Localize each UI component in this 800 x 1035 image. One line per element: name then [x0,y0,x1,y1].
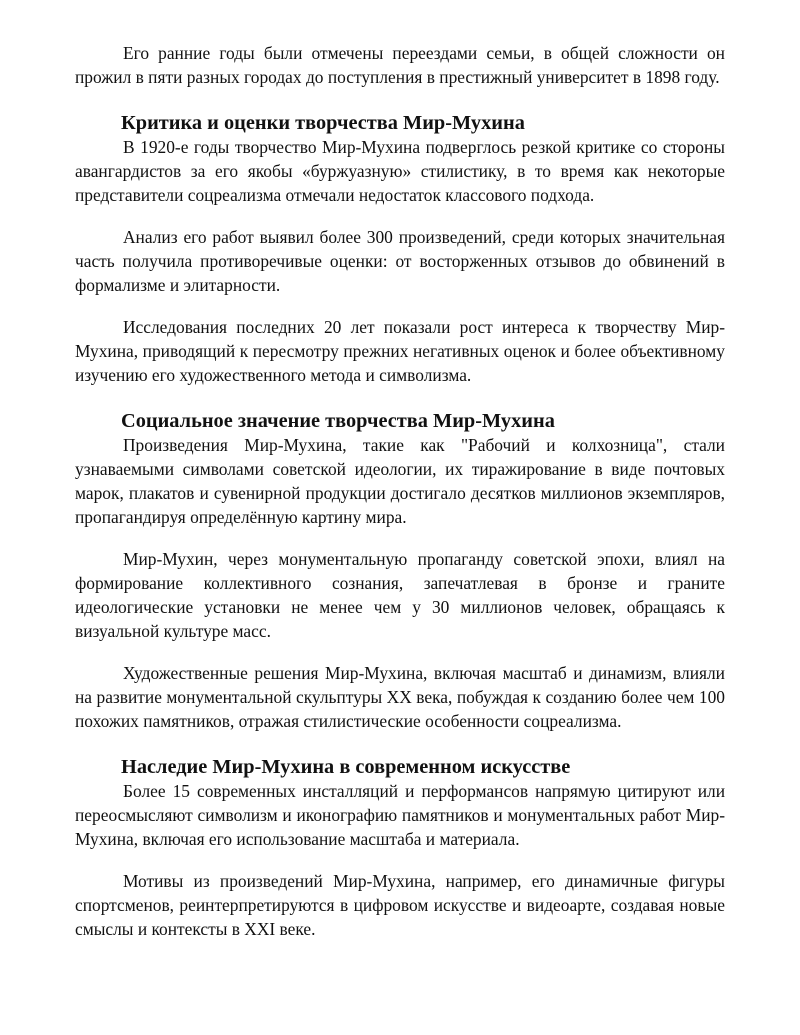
paragraph: Мотивы из произведений Мир-Мухина, например, его динамичные фигуры спортсменов, реинтерпретируются в цифровом искусстве и видеоарте, создавая новые смыслы и контексты в XXI веке. [75,871,725,939]
paragraph: Художественные решения Мир-Мухина, включая масштаб и динамизм, влияли на развитие монументальной скульптуры XX века, побуждая к созданию более чем 100 похожих памятников, отражая стилистические особенности соцреализма. [75,663,725,731]
paragraph: Мир-Мухин, через монументальную пропаганду советской эпохи, влиял на формирование коллективного сознания, запечатлевая в бронзе и граните идеологические установки не менее чем у 30 миллионов человек, обращаясь к визуальной культуре масс. [75,549,725,641]
document-page [75,41,725,941]
paragraph: Более 15 современных инсталляций и перформансов напрямую цитируют или переосмысляют символизм и иконографию памятников и монументальных работ Мир-Мухина, включая его использование масштаба и материала. [75,781,725,849]
section-heading-legacy: Наследие Мир-Мухина в современном искусстве [121,756,571,778]
paragraph: Исследования последних 20 лет показали рост интереса к творчеству Мир-Мухина, приводящий к пересмотру прежних негативных оценок и более объективному изучению его художественного метода и символизма. [75,317,725,385]
section-heading-social: Социальное значение творчества Мир-Мухина [121,410,555,432]
paragraph: Произведения Мир-Мухина, такие как "Рабочий и колхозница", стали узнаваемыми символами советской идеологии, их тиражирование в виде почтовых марок, плакатов и сувенирной продукции достигало десятков миллионов экземпляров, пропагандируя определённую картину мира. [75,435,725,527]
paragraph: Анализ его работ выявил более 300 произведений, среди которых значительная часть получила противоречивые оценки: от восторженных отзывов до обвинений в формализме и элитарности. [75,227,725,295]
intro-paragraph: Его ранние годы были отмечены переездами семьи, в общей сложности он прожил в пяти разных городах до поступления в престижный университет в 1898 году. [75,43,725,87]
paragraph: В 1920-е годы творчество Мир-Мухина подверглось резкой критике со стороны авангардистов за его якобы «буржуазную» стилистику, в то время как некоторые представители соцреализма отмечали недостаток классового подхода. [75,137,725,205]
section-heading-criticism: Критика и оценки творчества Мир-Мухина [121,112,525,134]
